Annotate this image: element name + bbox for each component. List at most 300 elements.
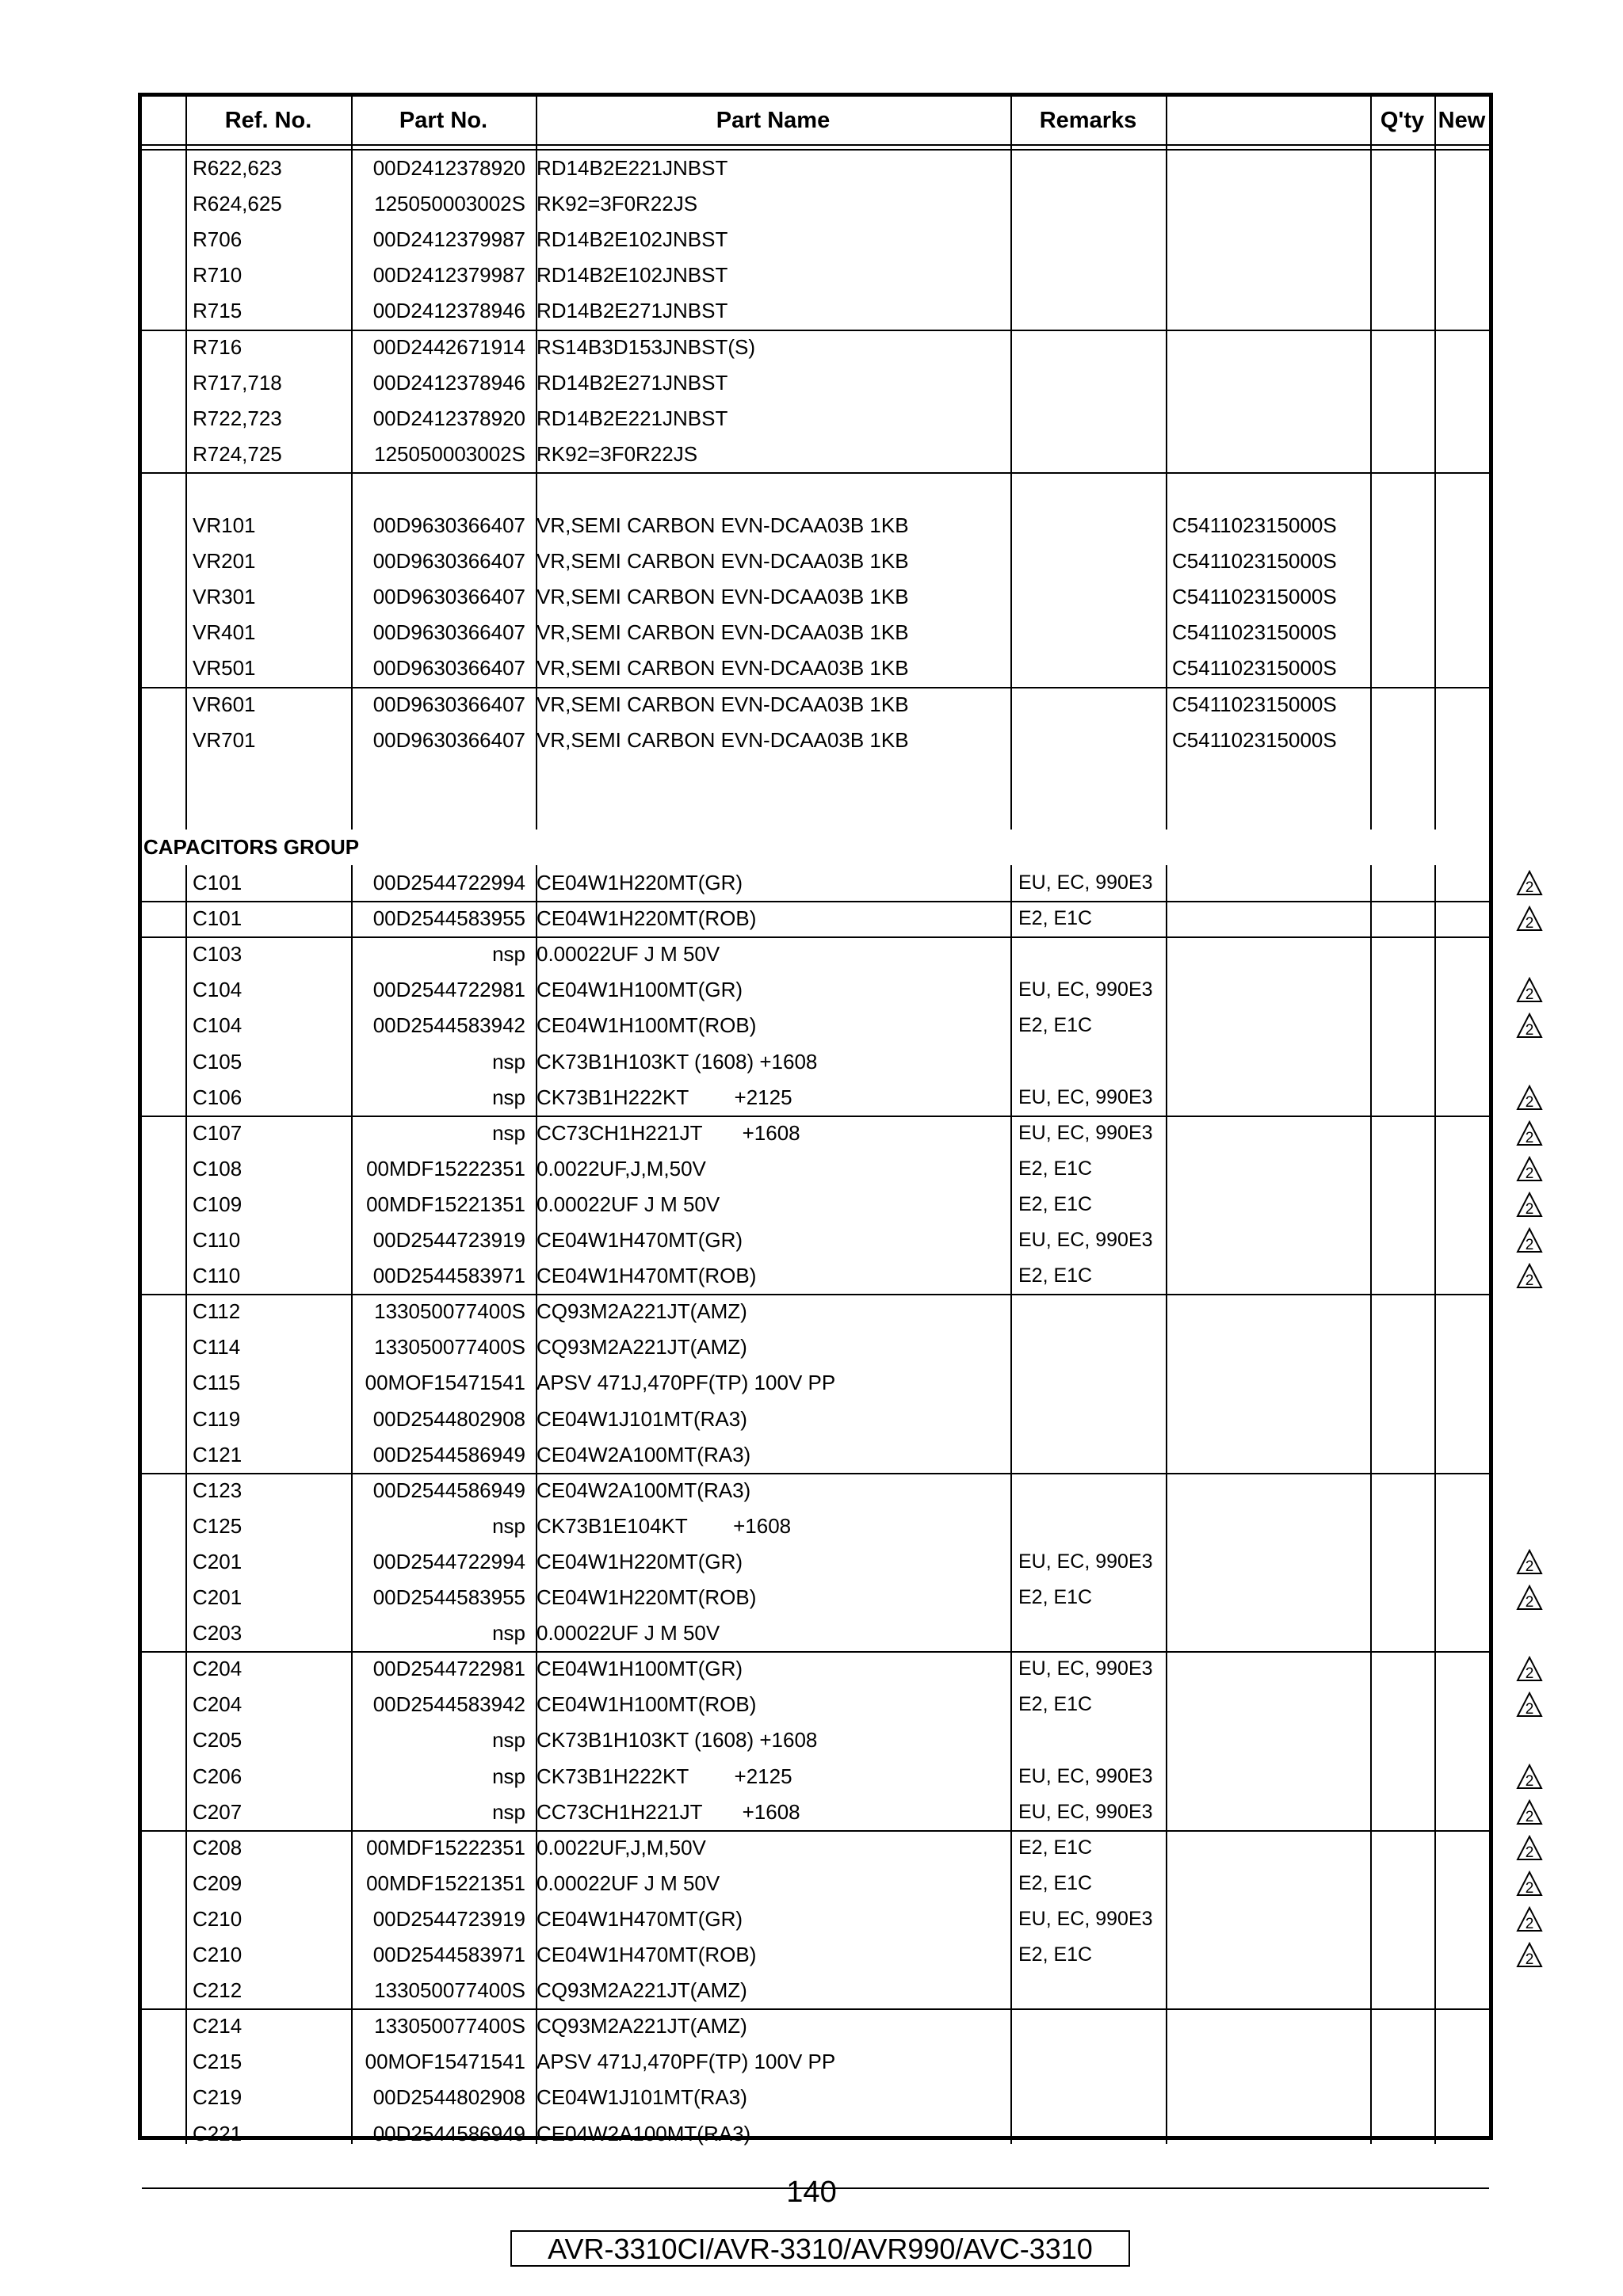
remarks-cell: [1018, 1973, 1177, 2008]
remarks-note-cell: C541102315000S: [1172, 692, 1337, 716]
part-no-cell: 00D2412378920: [372, 406, 525, 430]
ref-no-cell: R622,623: [193, 156, 282, 180]
part-name-cell: CC73CH1H221JT +1608: [537, 1120, 800, 1145]
revision-number: 2: [1525, 1237, 1534, 1253]
table-row: [142, 615, 1489, 650]
remarks-cell: EU, EC, 990E3: [1018, 871, 1153, 894]
part-no-cell: 133050077400S: [374, 2014, 525, 2039]
row-divider: [142, 1473, 1489, 1474]
part-name-cell: APSV 471J,470PF(TP) 100V PP: [537, 2050, 836, 2074]
header-part-no: Part No.: [399, 107, 488, 133]
remarks-note-cell: C541102315000S: [1172, 513, 1337, 537]
part-no-cell: 00D2544802908: [372, 1406, 525, 1431]
table-row: [142, 1901, 1489, 1937]
part-no-cell: 00D2544722981: [372, 978, 525, 1002]
part-name-cell: RS14B3D153JNBST(S): [537, 334, 755, 359]
part-no-cell: 00D9630366407: [372, 549, 525, 574]
table-row: [142, 1473, 1489, 1508]
remarks-cell: EU, EC, 990E3: [1018, 1085, 1153, 1108]
part-name-cell: CE04W1H220MT(GR): [537, 871, 743, 894]
row-divider: [142, 687, 1489, 688]
table-row: [142, 1544, 1489, 1580]
part-name-cell: CK73B1H222KT +2125: [537, 1764, 792, 1788]
revision-triangle-icon: [1516, 1906, 1543, 1933]
part-name-cell: 0.00022UF J M 50V: [537, 942, 720, 967]
row-divider: [142, 1294, 1489, 1295]
revision-triangle-icon: [1516, 870, 1543, 897]
row-divider: [142, 2008, 1489, 2010]
ref-no-cell: R715: [193, 299, 242, 323]
column-divider: [185, 865, 187, 2144]
part-no-cell: 00D2544722994: [372, 1549, 525, 1573]
part-no-cell: 00MOF15471541: [365, 2050, 525, 2074]
ref-no-cell: C205: [193, 1728, 242, 1753]
part-no-cell: 00D2544723919: [372, 1906, 525, 1931]
part-no-cell: 00D9630366407: [372, 585, 525, 609]
part-no-cell: 00MOF15471541: [365, 1371, 525, 1395]
revision-triangle-icon: [1516, 1156, 1543, 1183]
header-qty: Q'ty: [1380, 107, 1425, 133]
ref-no-cell: C112: [193, 1299, 241, 1324]
revision-triangle-icon: [1516, 1549, 1543, 1576]
part-name-cell: CQ93M2A221JT(AMZ): [537, 1978, 747, 2003]
header-divider: [142, 144, 1489, 146]
revision-triangle-icon: [1516, 1013, 1543, 1039]
table-row: [142, 936, 1489, 972]
part-no-cell: nsp: [492, 1513, 525, 1538]
part-no-cell: 00MDF15222351: [366, 1156, 525, 1180]
table-row: [142, 401, 1489, 437]
table-row: [142, 1116, 1489, 1151]
part-no-cell: 00MDF15222351: [366, 1835, 525, 1859]
revision-number: 2: [1525, 1594, 1534, 1611]
table-row: [142, 1687, 1489, 1722]
table-row: [142, 723, 1489, 758]
remarks-cell: EU, EC, 990E3: [1018, 1121, 1153, 1144]
part-no-cell: 00D2412378920: [372, 156, 525, 180]
part-name-cell: CE04W1H100MT(ROB): [537, 1692, 757, 1717]
revision-number: 2: [1525, 915, 1534, 933]
ref-no-cell: VR401: [193, 620, 256, 645]
part-no-cell: nsp: [492, 1085, 525, 1109]
ref-no-cell: VR501: [193, 656, 256, 681]
revision-number: 2: [1525, 1272, 1534, 1290]
part-name-cell: CQ93M2A221JT(AMZ): [537, 1335, 747, 1360]
part-no-cell: 00D9630366407: [372, 656, 525, 681]
remarks-cell: E2, E1C: [1018, 1264, 1093, 1287]
revision-triangle-icon: [1516, 1192, 1543, 1219]
part-no-cell: 00D2544586949: [372, 1442, 525, 1466]
revision-number: 2: [1525, 1772, 1534, 1790]
ref-no-cell: R716: [193, 334, 242, 359]
ref-no-cell: C201: [193, 1585, 242, 1609]
table-row: [142, 257, 1489, 293]
table-body: [142, 97, 1489, 2145]
remarks-cell: EU, EC, 990E3: [1018, 1550, 1153, 1573]
table-row: [142, 1294, 1489, 1329]
header-new: New: [1438, 107, 1486, 133]
revision-number: 2: [1525, 1701, 1534, 1718]
ref-no-cell: R624,625: [193, 192, 282, 216]
revision-triangle-icon: [1516, 1691, 1543, 1718]
part-name-cell: VR,SEMI CARBON EVN-DCAA03B 1KB: [537, 727, 909, 752]
revision-number: 2: [1525, 1879, 1534, 1897]
table-row: [142, 365, 1489, 401]
ref-no-cell: C208: [193, 1835, 242, 1859]
part-no-cell: 00D2412379987: [372, 227, 525, 252]
part-no-cell: 00D2544586949: [372, 2121, 525, 2145]
remarks-cell: [1018, 936, 1177, 972]
part-name-cell: CE04W1J101MT(RA3): [537, 2085, 747, 2110]
remarks-cell: [1018, 1294, 1177, 1329]
part-name-cell: RD14B2E102JNBST: [537, 227, 728, 252]
revision-triangle-icon: [1516, 1227, 1543, 1254]
revision-number: 2: [1525, 1665, 1534, 1683]
table-row: [142, 1973, 1489, 2008]
remarks-cell: EU, EC, 990E3: [1018, 978, 1153, 1001]
part-no-cell: 00D2544723919: [372, 1228, 525, 1252]
remarks-cell: [1018, 1437, 1177, 1473]
table-row: [142, 865, 1489, 901]
table-row: [142, 2116, 1489, 2152]
ref-no-cell: C119: [193, 1406, 241, 1431]
revision-triangle-icon: [1516, 1120, 1543, 1147]
part-no-cell: 00MDF15221351: [366, 1871, 525, 1895]
part-no-cell: 125050003002S: [374, 441, 525, 466]
part-no-cell: 00D9630366407: [372, 513, 525, 537]
part-name-cell: CE04W2A100MT(RA3): [537, 1478, 751, 1502]
ref-no-cell: C204: [193, 1692, 242, 1717]
column-divider: [351, 865, 353, 2144]
model-name-box: AVR-3310CI/AVR-3310/AVR990/AVC-3310: [510, 2230, 1130, 2267]
table-row: [142, 1329, 1489, 1365]
revision-triangle-icon: [1516, 1871, 1543, 1897]
ref-no-cell: C123: [193, 1478, 242, 1502]
table-row: [142, 1830, 1489, 1866]
revision-triangle-icon: [1516, 1835, 1543, 1862]
table-row: [142, 1365, 1489, 1401]
part-no-cell: 133050077400S: [374, 1299, 525, 1324]
remarks-cell: E2, E1C: [1018, 1693, 1093, 1716]
part-no-cell: nsp: [492, 1799, 525, 1824]
part-no-cell: 00D2412379987: [372, 263, 525, 288]
part-no-cell: 00D2544802908: [372, 2085, 525, 2110]
remarks-cell: [1018, 1508, 1177, 1544]
revision-triangle-icon: [1516, 1656, 1543, 1683]
part-name-cell: VR,SEMI CARBON EVN-DCAA03B 1KB: [537, 620, 909, 645]
ref-no-cell: C110: [193, 1228, 241, 1252]
column-divider: [536, 97, 537, 830]
ref-no-cell: R717,718: [193, 370, 282, 395]
table-row: [142, 1722, 1489, 1758]
ref-no-cell: C101: [193, 906, 242, 931]
row-divider: [142, 1651, 1489, 1653]
column-divider: [1370, 97, 1372, 830]
part-no-cell: nsp: [492, 1049, 525, 1074]
part-name-cell: RD14B2E271JNBST: [537, 370, 728, 395]
table-row: [142, 1437, 1489, 1473]
part-name-cell: CE04W1J101MT(RA3): [537, 1406, 747, 1431]
part-no-cell: nsp: [492, 942, 525, 967]
part-no-cell: nsp: [492, 1621, 525, 1646]
part-name-cell: CE04W1H100MT(GR): [537, 1657, 743, 1681]
ref-no-cell: C212: [193, 1978, 242, 2003]
ref-no-cell: C115: [193, 1371, 241, 1395]
row-divider: [142, 901, 1489, 902]
table-row: [142, 901, 1489, 936]
table-row: [142, 1222, 1489, 1258]
ref-no-cell: C101: [193, 871, 242, 894]
ref-no-cell: C106: [193, 1085, 242, 1109]
table-row: [142, 1580, 1489, 1615]
table-row: [142, 1187, 1489, 1222]
table-row: [142, 222, 1489, 257]
part-no-cell: 00D2442671914: [372, 334, 525, 359]
header-remarks: Remarks: [1039, 107, 1137, 133]
ref-no-cell: C104: [193, 1013, 242, 1038]
table-row: [142, 1615, 1489, 1651]
ref-no-cell: C114: [193, 1335, 241, 1360]
remarks-cell: EU, EC, 990E3: [1018, 1229, 1153, 1251]
part-no-cell: 00D2412378946: [372, 370, 525, 395]
part-no-cell: nsp: [492, 1120, 525, 1145]
table-row: [142, 1937, 1489, 1973]
ref-no-cell: C214: [193, 2014, 242, 2039]
row-divider: [142, 1830, 1489, 1832]
column-divider: [1370, 865, 1372, 2144]
column-divider: [1434, 865, 1436, 2144]
ref-no-cell: C201: [193, 1549, 242, 1573]
part-name-cell: RD14B2E102JNBST: [537, 263, 728, 288]
table-row: [142, 1151, 1489, 1187]
remarks-cell: [1018, 2080, 1177, 2115]
table-row: [142, 1866, 1489, 1901]
ref-no-cell: C206: [193, 1764, 242, 1788]
part-name-cell: CK73B1H103KT (1608) +1608: [537, 1049, 818, 1074]
ref-no-cell: C215: [193, 2050, 242, 2074]
header-part-name: Part Name: [716, 107, 831, 133]
ref-no-cell: VR201: [193, 549, 256, 574]
ref-no-cell: C105: [193, 1049, 242, 1074]
table-row: [142, 437, 1489, 472]
remarks-cell: E2, E1C: [1018, 1836, 1093, 1859]
revision-number: 2: [1525, 1129, 1534, 1146]
table-row: [142, 1794, 1489, 1830]
remarks-note-cell: C541102315000S: [1172, 585, 1337, 609]
part-name-cell: CE04W1H100MT(GR): [537, 978, 743, 1002]
remarks-cell: [1018, 1329, 1177, 1365]
part-no-cell: 00D9630366407: [372, 727, 525, 752]
table-row: [142, 2044, 1489, 2080]
ref-no-cell: C204: [193, 1657, 242, 1681]
revision-triangle-icon: [1516, 1764, 1543, 1791]
part-no-cell: nsp: [492, 1728, 525, 1753]
table-row: [142, 1044, 1489, 1080]
part-no-cell: 125050003002S: [374, 192, 525, 216]
ref-no-cell: C210: [193, 1943, 242, 1966]
row-divider: [142, 330, 1489, 331]
ref-no-cell: VR101: [193, 513, 256, 537]
column-divider: [1010, 865, 1012, 2144]
column-divider: [351, 97, 353, 830]
remarks-cell: E2, E1C: [1018, 1157, 1093, 1180]
ref-no-cell: C103: [193, 942, 242, 967]
page-number: 140: [786, 2176, 837, 2209]
row-divider: [142, 472, 1489, 474]
revision-triangle-icon: [1516, 1585, 1543, 1611]
ref-no-cell: R706: [193, 227, 242, 252]
ref-no-cell: C104: [193, 978, 242, 1002]
part-name-cell: CE04W1H470MT(ROB): [537, 1264, 757, 1288]
part-no-cell: 133050077400S: [374, 1978, 525, 2003]
part-name-cell: CK73B1E104KT +1608: [537, 1513, 792, 1538]
part-name-cell: RD14B2E221JNBST: [537, 156, 728, 180]
column-divider: [1010, 97, 1012, 830]
remarks-cell: EU, EC, 990E3: [1018, 1800, 1153, 1823]
part-no-cell: 00D2412378946: [372, 299, 525, 323]
table-row: [142, 687, 1489, 723]
part-name-cell: RK92=3F0R22JS: [537, 192, 698, 216]
part-name-cell: CE04W1H470MT(GR): [537, 1228, 743, 1252]
ref-no-cell: R724,725: [193, 441, 282, 466]
part-no-cell: 00D9630366407: [372, 620, 525, 645]
table-row: [142, 293, 1489, 329]
column-divider: [1166, 865, 1167, 2144]
part-name-cell: VR,SEMI CARBON EVN-DCAA03B 1KB: [537, 549, 909, 574]
remarks-cell: [1018, 1722, 1177, 1758]
part-no-cell: 00D2544583942: [372, 1013, 525, 1038]
part-name-cell: RK92=3F0R22JS: [537, 441, 698, 466]
part-name-cell: VR,SEMI CARBON EVN-DCAA03B 1KB: [537, 585, 909, 609]
part-name-cell: CE04W1H220MT(GR): [537, 1549, 743, 1573]
revision-number: 2: [1525, 1844, 1534, 1861]
ref-no-cell: C219: [193, 2085, 242, 2110]
revision-number: 2: [1525, 1558, 1534, 1575]
part-no-cell: 00D2544722981: [372, 1657, 525, 1681]
column-divider: [185, 97, 187, 830]
ref-no-cell: R710: [193, 263, 242, 288]
ref-no-cell: C207: [193, 1799, 242, 1824]
table-row: [142, 151, 1489, 186]
remarks-cell: [1018, 1365, 1177, 1401]
remarks-cell: [1018, 2044, 1177, 2080]
part-no-cell: 00D2544586949: [372, 1478, 525, 1502]
table-row: [142, 1402, 1489, 1437]
ref-no-cell: VR701: [193, 727, 256, 752]
column-divider: [536, 865, 537, 2144]
part-name-cell: APSV 471J,470PF(TP) 100V PP: [537, 1371, 836, 1395]
remarks-cell: [1018, 2116, 1177, 2152]
revision-triangle-icon: [1516, 977, 1543, 1004]
remarks-cell: [1018, 1402, 1177, 1437]
revision-number: 2: [1525, 879, 1534, 896]
part-name-cell: 0.0022UF,J,M,50V: [537, 1156, 706, 1180]
revision-triangle-icon: [1516, 906, 1543, 933]
part-no-cell: 00D2544583955: [372, 906, 525, 931]
table-row: [142, 2008, 1489, 2044]
part-name-cell: CQ93M2A221JT(AMZ): [537, 1299, 747, 1324]
ref-no-cell: C110: [193, 1264, 241, 1288]
revision-triangle-icon: [1516, 1263, 1543, 1290]
part-name-cell: 0.00022UF J M 50V: [537, 1192, 720, 1216]
table-row: [142, 1080, 1489, 1116]
remarks-cell: E2, E1C: [1018, 1192, 1093, 1215]
table-row: [142, 1759, 1489, 1794]
part-name-cell: 0.00022UF J M 50V: [537, 1871, 720, 1895]
remarks-cell: [1018, 1044, 1177, 1080]
table-row: [142, 1008, 1489, 1043]
part-no-cell: 133050077400S: [374, 1335, 525, 1360]
revision-number: 2: [1525, 1808, 1534, 1825]
remarks-cell: [1018, 2008, 1177, 2044]
ref-no-cell: C221: [193, 2121, 242, 2145]
ref-no-cell: C210: [193, 1906, 242, 1931]
remarks-cell: [1018, 1615, 1177, 1651]
table-row: [142, 2080, 1489, 2115]
row-divider: [142, 1116, 1489, 1117]
table-row: [142, 186, 1489, 222]
revision-number: 2: [1525, 1951, 1534, 1968]
part-no-cell: 00MDF15221351: [366, 1192, 525, 1216]
ref-no-cell: C125: [193, 1513, 242, 1538]
table-row: [142, 1508, 1489, 1544]
remarks-cell: EU, EC, 990E3: [1018, 1764, 1153, 1787]
part-name-cell: CE04W1H470MT(GR): [537, 1906, 743, 1931]
group-title-capacitors: CAPACITORS GROUP: [143, 834, 360, 859]
revision-number: 2: [1525, 1022, 1534, 1039]
remarks-cell: E2, E1C: [1018, 1586, 1093, 1608]
ref-no-cell: C108: [193, 1156, 242, 1180]
part-name-cell: CE04W1H220MT(ROB): [537, 1585, 757, 1609]
table-row: [142, 508, 1489, 543]
table-row: [142, 1258, 1489, 1294]
part-name-cell: 0.00022UF J M 50V: [537, 1621, 720, 1646]
remarks-note-cell: C541102315000S: [1172, 620, 1337, 645]
part-name-cell: CE04W1H220MT(ROB): [537, 906, 757, 931]
ref-no-cell: VR301: [193, 585, 256, 609]
table-row: [142, 543, 1489, 579]
remarks-note-cell: C541102315000S: [1172, 727, 1337, 752]
table-row: [142, 650, 1489, 686]
part-name-cell: 0.0022UF,J,M,50V: [537, 1835, 706, 1859]
part-name-cell: CQ93M2A221JT(AMZ): [537, 2014, 747, 2039]
part-no-cell: nsp: [492, 1764, 525, 1788]
column-divider: [1166, 97, 1167, 830]
revision-triangle-icon: [1516, 1085, 1543, 1112]
revision-number: 2: [1525, 1165, 1534, 1182]
part-name-cell: CE04W2A100MT(RA3): [537, 1442, 751, 1466]
part-no-cell: 00D2544722994: [372, 871, 525, 894]
revision-number: 2: [1525, 1200, 1534, 1218]
ref-no-cell: C107: [193, 1120, 242, 1145]
part-name-cell: VR,SEMI CARBON EVN-DCAA03B 1KB: [537, 692, 909, 716]
ref-no-cell: C209: [193, 1871, 242, 1895]
column-divider: [1434, 97, 1436, 830]
revision-number: 2: [1525, 1093, 1534, 1111]
ref-no-cell: VR601: [193, 692, 256, 716]
revision-triangle-icon: [1516, 1799, 1543, 1826]
ref-no-cell: C203: [193, 1621, 242, 1646]
part-name-cell: RD14B2E221JNBST: [537, 406, 728, 430]
remarks-cell: EU, EC, 990E3: [1018, 1657, 1153, 1680]
part-no-cell: 00D2544583955: [372, 1585, 525, 1609]
part-name-cell: CE04W1H470MT(ROB): [537, 1943, 757, 1966]
remarks-note-cell: C541102315000S: [1172, 656, 1337, 681]
table-row: [142, 1651, 1489, 1687]
table-row: [142, 972, 1489, 1008]
part-name-cell: RD14B2E271JNBST: [537, 299, 728, 323]
remarks-cell: EU, EC, 990E3: [1018, 1907, 1153, 1930]
